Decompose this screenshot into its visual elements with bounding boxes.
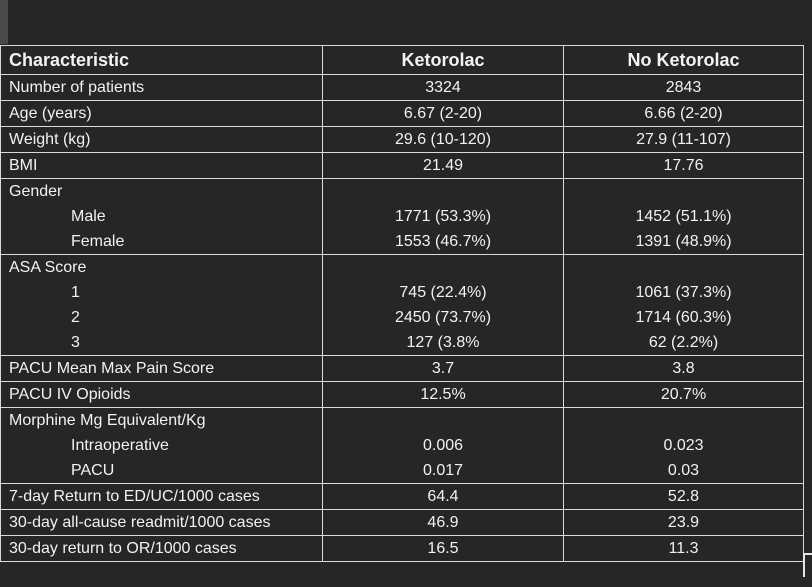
- row-label: PACU Mean Max Pain Score: [9, 360, 215, 377]
- top-left-edge-mark: [0, 0, 8, 44]
- ketorolac-value: [323, 179, 563, 204]
- no-ketorolac-value: 17.76: [663, 157, 704, 174]
- ketorolac-value: 12.5%: [420, 386, 466, 403]
- no-ketorolac-value: 0.03: [667, 462, 700, 479]
- ketorolac-cell: [323, 101, 564, 127]
- no-ketorolac-value: 1714 (60.3%): [635, 309, 732, 326]
- no-ketorolac-cell: [564, 510, 804, 536]
- ketorolac-value: 1553 (46.7%): [394, 233, 492, 250]
- row-label: Weight (kg): [9, 131, 91, 148]
- table-row: [1, 408, 804, 484]
- ketorolac-cell: [323, 75, 564, 101]
- row-label: Age (years): [9, 105, 92, 122]
- no-ketorolac-value: 20.7%: [660, 386, 707, 403]
- table-row: [1, 179, 804, 255]
- header-ketorolac: Ketorolac: [323, 46, 564, 75]
- ketorolac-value: 16.5: [427, 540, 459, 557]
- no-ketorolac-cell: [564, 382, 804, 408]
- table-row: [1, 356, 804, 382]
- ketorolac-value: 6.67 (2-20): [403, 105, 483, 122]
- sub-label: 3: [71, 334, 80, 351]
- ketorolac-cell: [323, 179, 564, 255]
- no-ketorolac-value: 3.8: [672, 360, 695, 377]
- row-label-cell: [1, 356, 323, 382]
- no-ketorolac-value: [564, 255, 803, 280]
- row-label: Number of patients: [9, 79, 145, 96]
- ketorolac-cell: [323, 382, 564, 408]
- sub-label: Intraoperative: [71, 437, 169, 454]
- no-ketorolac-cell: [564, 179, 804, 255]
- ketorolac-value: 64.4: [427, 488, 459, 505]
- no-ketorolac-value: 11.3: [668, 540, 699, 557]
- no-ketorolac-value: 62 (2.2%): [648, 334, 719, 351]
- sub-label: Male: [71, 208, 106, 225]
- ketorolac-cell: [323, 510, 564, 536]
- bottom-right-edge-mark: [803, 553, 812, 577]
- ketorolac-value: 46.9: [427, 514, 459, 531]
- ketorolac-cell: [323, 127, 564, 153]
- no-ketorolac-cell: [564, 127, 804, 153]
- row-label-cell: [1, 484, 323, 510]
- table-row: [1, 255, 804, 356]
- ketorolac-value: [323, 255, 563, 280]
- header-no-ketorolac: No Ketorolac: [564, 46, 804, 75]
- ketorolac-value: 3324: [425, 79, 461, 96]
- row-label: BMI: [9, 157, 38, 174]
- ketorolac-value: 745 (22.4%): [399, 284, 487, 301]
- no-ketorolac-value: 1391 (48.9%): [635, 233, 732, 250]
- ketorolac-value: 29.6 (10-120): [394, 131, 492, 148]
- row-label: 7-day Return to ED/UC/1000 cases: [9, 488, 260, 505]
- no-ketorolac-cell: [564, 356, 804, 382]
- table-row: [1, 127, 804, 153]
- row-label: Morphine Mg Equivalent/Kg: [9, 412, 206, 429]
- sub-label: 2: [71, 309, 80, 326]
- ketorolac-cell: [323, 484, 564, 510]
- row-label-cell: [1, 75, 323, 101]
- no-ketorolac-cell: [564, 255, 804, 356]
- ketorolac-cell: [323, 255, 564, 356]
- no-ketorolac-value: 0.023: [663, 437, 704, 454]
- row-label-cell: [1, 510, 323, 536]
- table-row: [1, 75, 804, 101]
- row-label: PACU IV Opioids: [9, 386, 131, 403]
- no-ketorolac-value: 52.8: [667, 488, 700, 505]
- no-ketorolac-cell: [564, 101, 804, 127]
- table-row: [1, 536, 804, 562]
- ketorolac-cell: [323, 356, 564, 382]
- table-row: [1, 382, 804, 408]
- row-label: Gender: [9, 183, 63, 200]
- table-row: [1, 510, 804, 536]
- characteristics-table: [0, 45, 804, 562]
- no-ketorolac-cell: [564, 536, 804, 562]
- ketorolac-cell: [323, 536, 564, 562]
- ketorolac-value: [323, 408, 563, 433]
- no-ketorolac-cell: [564, 408, 804, 484]
- row-label: 30-day all-cause readmit/1000 cases: [9, 514, 271, 531]
- row-label-cell: [1, 179, 323, 255]
- row-label-cell: [1, 101, 323, 127]
- ketorolac-value: 21.49: [422, 157, 464, 174]
- ketorolac-value: 0.006: [422, 437, 464, 454]
- no-ketorolac-cell: [564, 484, 804, 510]
- row-label-cell: [1, 382, 323, 408]
- header-row: [1, 46, 804, 75]
- header-characteristic: Characteristic: [1, 46, 323, 75]
- no-ketorolac-value: 1452 (51.1%): [635, 208, 732, 225]
- ketorolac-cell: [323, 408, 564, 484]
- ketorolac-value: 2450 (73.7%): [394, 309, 492, 326]
- row-label-cell: [1, 408, 323, 484]
- table-row: [1, 101, 804, 127]
- row-label-cell: [1, 127, 323, 153]
- no-ketorolac-cell: [564, 153, 804, 179]
- no-ketorolac-value: 1061 (37.3%): [635, 284, 732, 301]
- row-label-cell: [1, 153, 323, 179]
- ketorolac-cell: [323, 153, 564, 179]
- row-label: 30-day return to OR/1000 cases: [9, 540, 237, 557]
- no-ketorolac-value: [564, 408, 803, 433]
- ketorolac-value: 1771 (53.3%): [394, 208, 492, 225]
- sub-label: Female: [71, 233, 125, 250]
- ketorolac-value: 0.017: [422, 462, 464, 479]
- table-row: [1, 153, 804, 179]
- no-ketorolac-value: 27.9 (11-107): [636, 131, 731, 148]
- no-ketorolac-value: 6.66 (2-20): [644, 105, 723, 122]
- row-label-cell: [1, 536, 323, 562]
- row-label-cell: [1, 255, 323, 356]
- row-label: ASA Score: [9, 259, 87, 276]
- no-ketorolac-value: 2843: [665, 79, 702, 96]
- sub-label: 1: [71, 284, 80, 301]
- no-ketorolac-value: 23.9: [667, 514, 700, 531]
- no-ketorolac-cell: [564, 75, 804, 101]
- ketorolac-value: 127 (3.8%: [406, 334, 480, 351]
- sub-label: PACU: [71, 462, 115, 479]
- no-ketorolac-value: [564, 179, 803, 204]
- ketorolac-value: 3.7: [431, 360, 455, 377]
- table-row: [1, 484, 804, 510]
